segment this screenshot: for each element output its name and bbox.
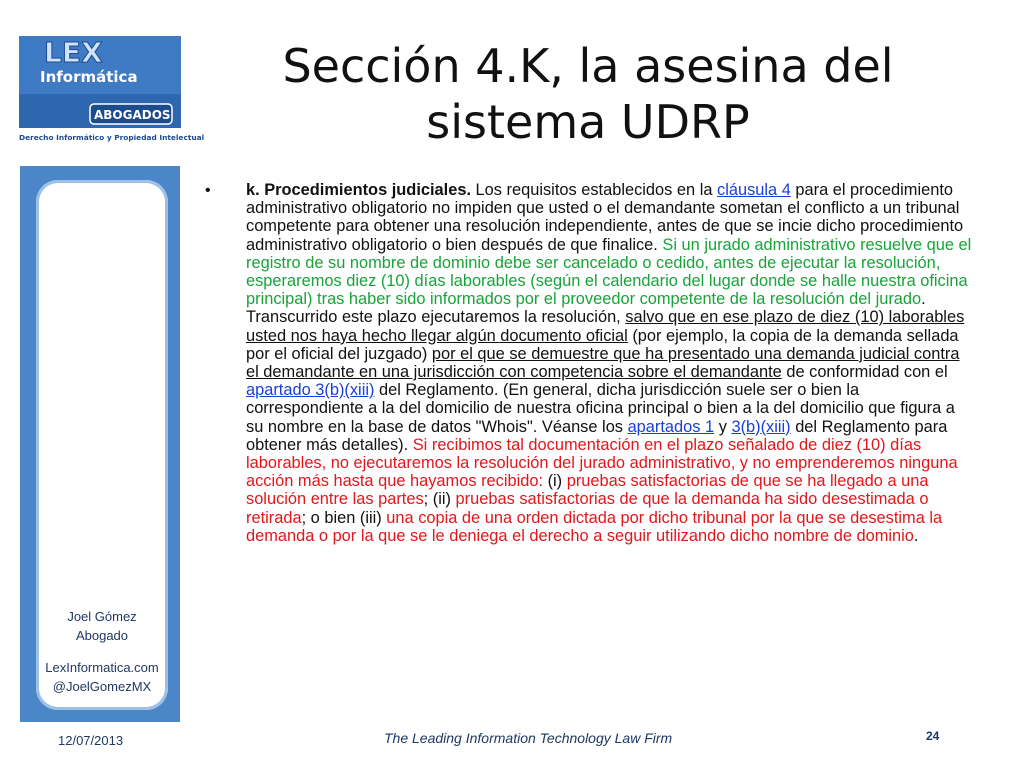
body-text-span: (i) bbox=[543, 472, 567, 491]
body-text-span: de conformidad con el bbox=[781, 363, 948, 382]
body-text-span: del Reglamento para obtener más detalles). bbox=[246, 417, 948, 454]
body-text-span: del Reglamento. (En general, dicha jurisdicción suele ser o bien la correspondiente a la del domicilio de nuestra oficina principal o bien a la del domicilio que figura a su nombre en la base de datos "Whois". Véanse los bbox=[246, 381, 955, 436]
highlight-red-text: pruebas satisfactorias de que la demanda ha sido desestimada o retirada bbox=[246, 490, 929, 527]
author-role: Abogado bbox=[75, 628, 129, 643]
author-name: Joel Gómez bbox=[67, 609, 137, 624]
author-block bbox=[36, 607, 168, 645]
body-text-span: para el procedimiento administrativo obligatorio no impiden que usted o el demandante sometan el conflicto a un tribunal competente para obtener una resolución independiente, antes de que se incie dicho procedimiento administrativo obligatorio o bien después de que finalice. bbox=[246, 181, 964, 254]
website-text: LexInformatica.com bbox=[45, 660, 159, 675]
slide-body-text bbox=[246, 181, 974, 545]
body-text-span: (por ejemplo, la copia de la demanda sellada por el oficial del juzgado) bbox=[246, 326, 959, 363]
svg-text:Derecho Informático y Propieda: Derecho Informático y Propiedad Intelectual bbox=[19, 133, 205, 142]
lex-informatica-logo bbox=[18, 36, 205, 146]
underlined-text: por el que se demuestre que ha presentado una demanda judicial contra el demandante en una jurisdicción con competencia sobre el demandante bbox=[246, 344, 960, 382]
highlight-red-text: pruebas satisfactorias de que se ha llegado a una solución entre las partes bbox=[246, 472, 929, 509]
highlight-green-text: Si un jurado administrativo resuelve que el registro de su nombre de dominio debe ser cancelado o cedido, antes de ejecutar la resolución, esperaremos diez (10) días laborables (según el calendario del lugar donde se halle nuestra oficina principal) tras haber sido informados por el proveedor competente de la resolución del jurado bbox=[246, 235, 972, 309]
body-text-span: y bbox=[714, 417, 732, 436]
highlight-red-text: una copia de una orden dictada por dicho tribunal por la que se desestima la demanda o por la que se le deniega el derecho a seguir utilizando dicho nombre de dominio bbox=[246, 508, 943, 545]
body-text-span: ; o bien (iii) bbox=[301, 508, 387, 527]
slide-title: Sección 4.K, la asesina del sistema UDRP bbox=[282, 39, 894, 149]
body-text-span: Los requisitos establecidos en la bbox=[471, 181, 718, 199]
body-text-span: ; (ii) bbox=[423, 490, 456, 509]
highlight-red-text: Si recibimos tal documentación en el plazo señalado de diez (10) días laborables, no ejecutaremos la resolución del jurado administrativo, y no emprenderemos ninguna acción más hasta que hayamos recibido: bbox=[246, 435, 958, 491]
contact-block bbox=[36, 658, 168, 696]
svg-text:Informática: Informática bbox=[40, 68, 138, 86]
svg-text:LEX: LEX bbox=[44, 36, 103, 69]
footer-tagline: The Leading Information Technology Law Firm bbox=[384, 730, 673, 746]
footer-date: 12/07/2013 bbox=[58, 733, 124, 748]
logo-graphic bbox=[18, 36, 205, 146]
body-text-span: . Transcurrido este plazo ejecutaremos la resolución, bbox=[246, 290, 926, 327]
reference-link[interactable]: apartado 3(b)(xiii) bbox=[246, 381, 375, 400]
section-heading: k. Procedimientos judiciales. bbox=[246, 181, 471, 199]
page-number: 24 bbox=[926, 729, 940, 743]
underlined-text: salvo que en ese plazo de diez (10) laborables usted nos haya hecho llegar algún documento oficial bbox=[246, 308, 965, 345]
reference-link[interactable]: 3(b)(xiii) bbox=[731, 417, 791, 436]
reference-link[interactable]: cláusula 4 bbox=[717, 181, 791, 199]
bullet-marker: • bbox=[205, 182, 211, 199]
social-handle: @JoelGomezMX bbox=[52, 679, 152, 694]
body-text-span: . bbox=[913, 526, 919, 545]
svg-text:ABOGADOS: ABOGADOS bbox=[94, 108, 171, 122]
reference-link[interactable]: apartados 1 bbox=[627, 417, 715, 436]
